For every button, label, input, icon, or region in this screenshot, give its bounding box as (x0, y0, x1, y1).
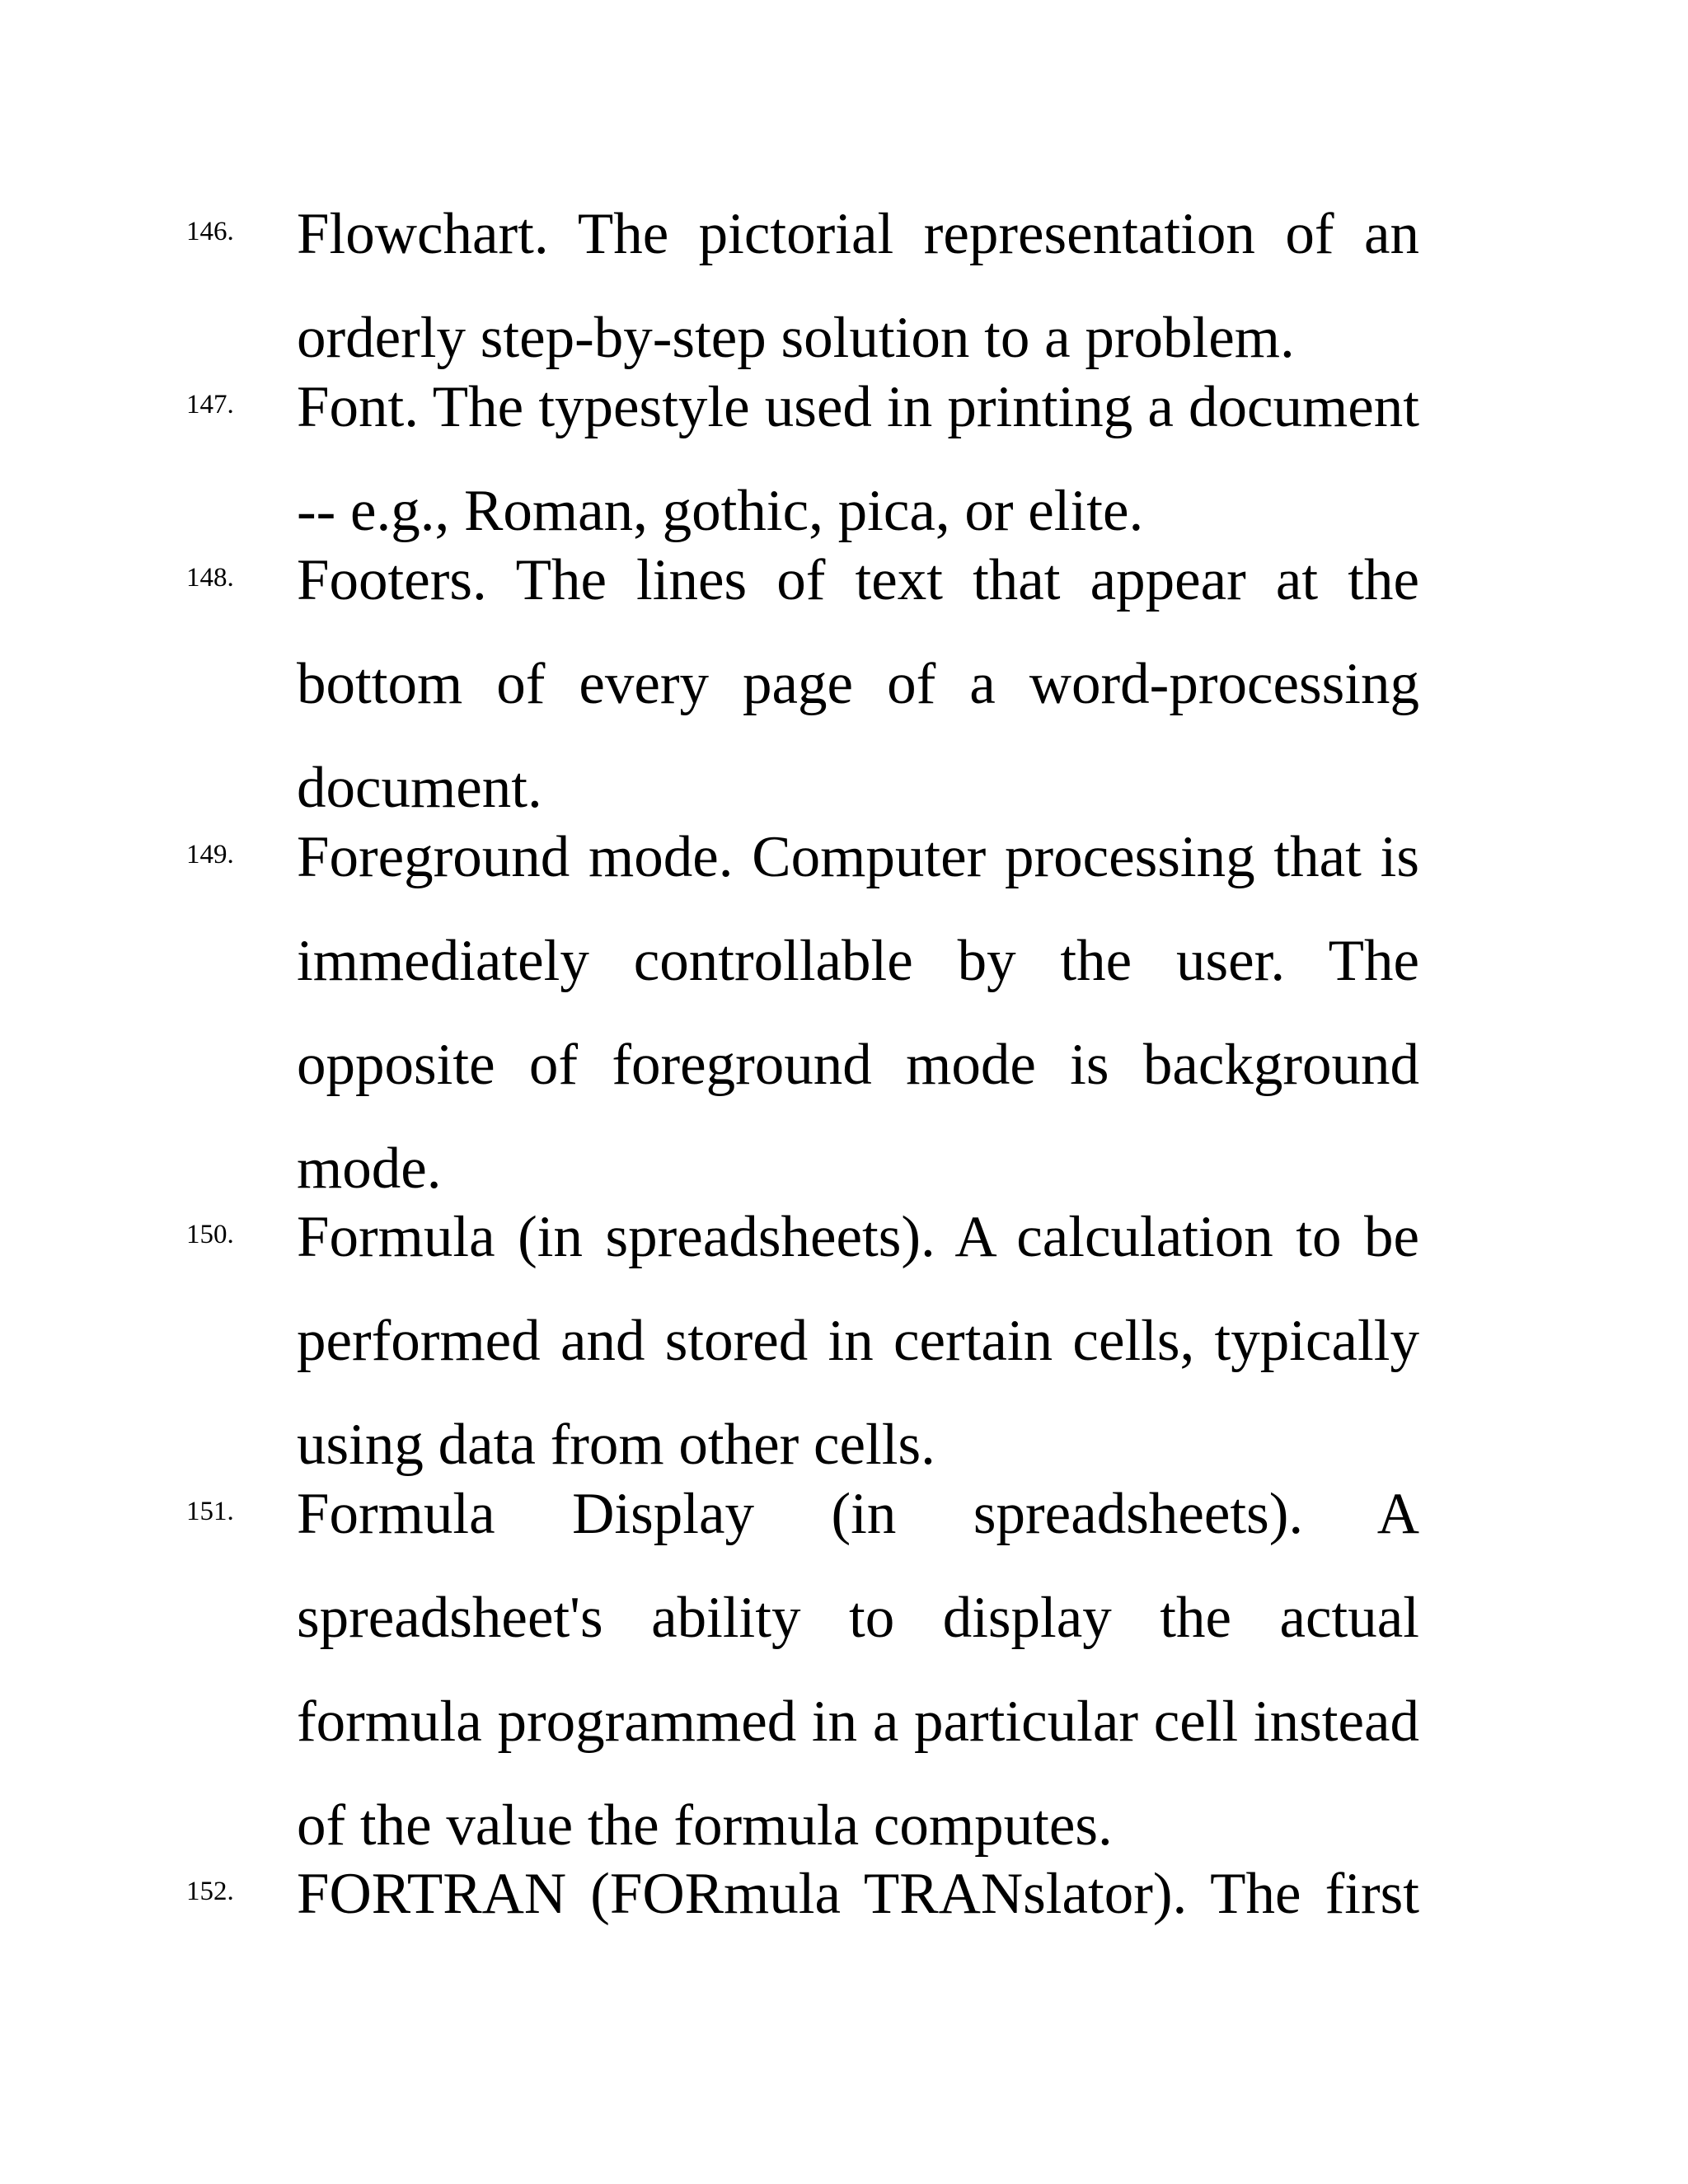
entry-text: Footers. The lines of text that appear at the bottom of every page of a word-processing document. (297, 548, 1419, 820)
entry-number: 148. (186, 563, 234, 593)
entry-text: Font. The typestyle used in printing a document -- e.g., Roman, gothic, pica, or elite. (297, 375, 1419, 543)
entry-number: 149. (186, 840, 234, 869)
entry-text: Flowchart. The pictorial representation of an orderly step-by-step solution to a problem. (297, 202, 1419, 370)
entry-text: Foreground mode. Computer processing that is immediately controllable by the user. The opposite of foreground mode is background mode. (297, 825, 1419, 1201)
entry-number: 151. (186, 1497, 234, 1526)
entry-number: 152. (186, 1877, 234, 1906)
entry-number: 146. (186, 217, 234, 246)
entry-text: Formula (in spreadsheets). A calculation to be performed and stored in certain cells, typically using data from other cells. (297, 1205, 1419, 1477)
entry-text: FORTRAN (FORmula TRANslator). The first (297, 1862, 1419, 1926)
entry-number: 150. (186, 1220, 234, 1249)
entry-number: 147. (186, 390, 234, 419)
entry-text: Formula Display (in spreadsheets). A spreadsheet's ability to display the actual formula programmed in a particular cell instead of the value the formula computes. (297, 1482, 1419, 1858)
